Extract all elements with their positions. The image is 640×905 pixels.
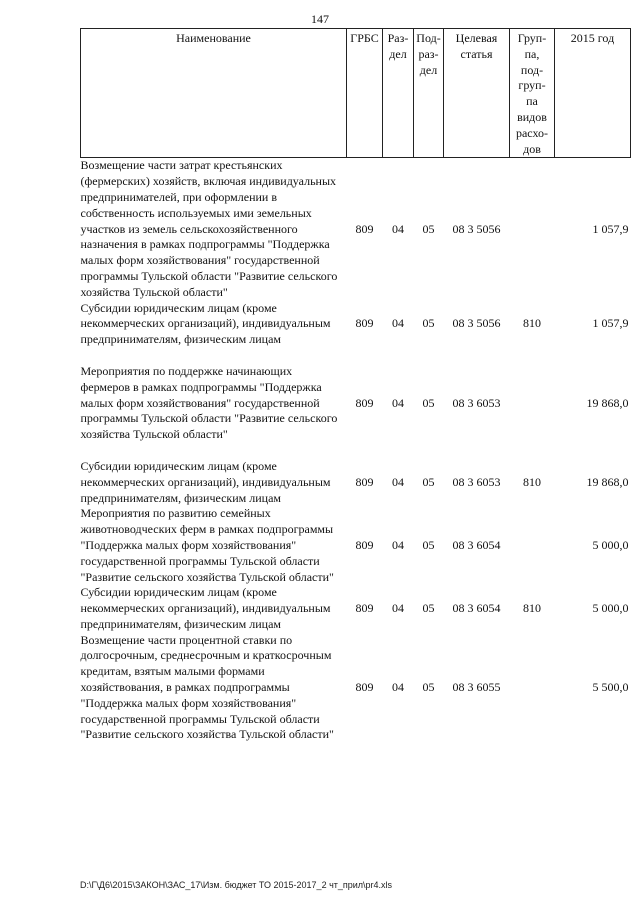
row-podrazdel: 05 (422, 680, 435, 695)
row-expense-group: 810 (523, 316, 541, 331)
row-target-article: 08 3 5056 (452, 221, 501, 236)
row-name: Мероприятия по развитию семейных животноводческих ферм в рамках подпрограммы "Поддержка малых форм хозяйствования" государственной программы Тульской области "Развитие сельского хозяйства Тульской области" (80, 506, 334, 584)
row-expense-group: 810 (523, 474, 541, 489)
budget-table (80, 28, 631, 743)
header-target-article: Целевая статья (444, 29, 510, 158)
row-amount: 5 000,0 (592, 537, 629, 552)
row-podrazdel: 05 (422, 474, 435, 489)
row-podrazdel: 05 (422, 395, 435, 410)
row-razdel: 04 (392, 221, 404, 236)
row-name: Возмещение части процентной ставки по долгосрочным, среднесрочным и краткосрочным кредитам, взятым малыми формами хозяйствования, в рамках подпрограммы "Поддержка малых форм хозяйствования" государственной программы Тульской области "Развитие сельского хозяйства Тульской области" (80, 632, 334, 742)
table-header-row (81, 29, 631, 158)
row-razdel: 04 (392, 474, 404, 489)
row-grbs: 809 (355, 474, 374, 489)
row-target-article: 08 3 6054 (452, 537, 501, 552)
page-number: 147 (311, 12, 329, 26)
row-name: Мероприятия по поддержке начинающих фермеров в рамках подпрограммы "Поддержка малых форм хозяйствования" государственной программы Тульской области "Развитие сельского хозяйства Тульской области" (80, 363, 338, 442)
table-row (81, 506, 631, 585)
row-podrazdel: 05 (422, 601, 435, 616)
row-grbs: 809 (355, 221, 374, 236)
row-razdel: 04 (392, 680, 404, 695)
row-target-article: 08 3 6055 (452, 680, 501, 695)
row-name: Субсидии юридическим лицам (кроме некоммерческих организаций), индивидуальным предпринимателям, физическим лицам (80, 458, 331, 505)
row-target-article: 08 3 6053 (452, 474, 501, 489)
header-year-2015: 2015 год (555, 29, 631, 158)
row-grbs: 809 (355, 601, 374, 616)
row-name: Субсидии юридическим лицам (кроме некоммерческих организаций), индивидуальным предпринимателям, физическим лицам (80, 585, 331, 631)
row-amount: 1 057,9 (592, 316, 629, 331)
header-podrazdel: Под- раз- дел (414, 29, 444, 158)
header-razdel: Раз- дел (383, 29, 414, 158)
row-name: Субсидии юридическим лицам (кроме некоммерческих организаций), индивидуальным предпринимателям, физическим лицам (80, 300, 331, 347)
table-row (81, 301, 631, 348)
table-row (81, 633, 631, 744)
row-amount: 19 868,0 (586, 474, 629, 489)
row-razdel: 04 (392, 316, 404, 331)
table-row (81, 158, 631, 301)
table-row (81, 585, 631, 632)
row-grbs: 809 (355, 537, 374, 552)
row-name: Возмещение части затрат крестьянских (фермерских) хозяйств, включая индивидуальных предпринимателей, при оформлении в собственность используемых ими земельных участков из земель сельскохозяйственного назначения в рамках подпрограммы "Поддержка малых форм хозяйствования" государственной программы Тульской области "Развитие сельского хозяйства Тульской области" (80, 158, 338, 299)
row-amount: 19 868,0 (586, 395, 629, 410)
row-podrazdel: 05 (422, 316, 435, 331)
row-amount: 1 057,9 (592, 221, 629, 236)
row-podrazdel: 05 (422, 537, 435, 552)
header-name: Наименование (81, 29, 347, 158)
footer-file-path: D:\Г\Д6\2015\ЗАКОН\ЗАС_17\Изм. бюджет ТО 2015-2017_2 чт_прил\pr4.xls (80, 880, 393, 890)
row-razdel: 04 (392, 601, 404, 616)
row-razdel: 04 (392, 537, 404, 552)
table-row (81, 459, 631, 506)
row-expense-group: 810 (523, 601, 541, 616)
table-row (81, 364, 631, 443)
row-expense-group (510, 633, 555, 744)
row-podrazdel: 05 (422, 221, 435, 236)
header-grbs: ГРБС (347, 29, 383, 158)
row-razdel: 04 (392, 395, 404, 410)
row-target-article: 08 3 5056 (452, 316, 501, 331)
row-grbs: 809 (355, 316, 374, 331)
row-target-article: 08 3 6053 (452, 395, 501, 410)
row-amount: 5 500,0 (592, 680, 629, 695)
row-grbs: 809 (355, 680, 374, 695)
row-amount: 5 000,0 (592, 601, 629, 616)
row-grbs: 809 (355, 395, 374, 410)
header-expense-group: Груп- па, под- груп- па видов расхо- дов (510, 29, 555, 158)
row-target-article: 08 3 6054 (452, 601, 501, 616)
row-expense-group (510, 158, 555, 301)
row-expense-group (510, 506, 555, 585)
row-expense-group (510, 364, 555, 443)
